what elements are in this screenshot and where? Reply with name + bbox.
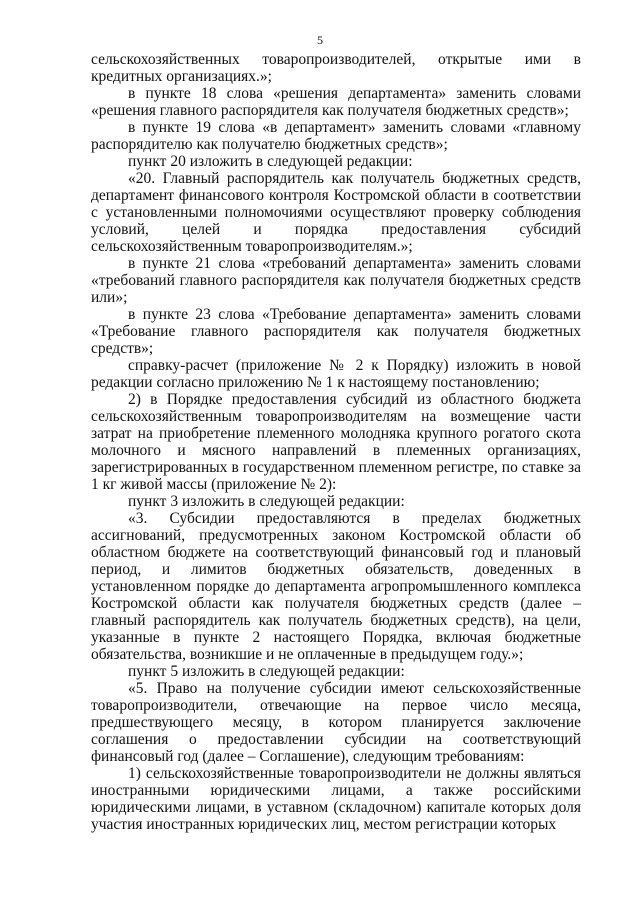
page-number: 5	[317, 33, 323, 47]
document-body	[91, 51, 581, 833]
paragraph: в пункте 21 слова «требований департамента» заменить словами «требований главного распорядителя как получателя бюджетных средств или»;	[91, 255, 581, 306]
paragraph: пункт 20 изложить в следующей редакции:	[128, 153, 413, 170]
paragraph: пункт 5 изложить в следующей редакции:	[128, 663, 405, 680]
paragraph: в пункте 18 слова «решения департамента» заменить словами «решения главного распорядителя как получателя бюджетных средств»;	[91, 85, 581, 119]
paragraph: пункт 3 изложить в следующей редакции:	[128, 493, 405, 510]
paragraph: сельскохозяйственных товаропроизводителей, открытые ими в кредитных организациях.»;	[91, 51, 581, 85]
paragraph: 1) сельскохозяйственные товаропроизводители не должны являться иностранными юридическими лицами, а также российскими юридическими лицами, в уставном (складочном) капитале которых доля участия иностранных юридических лиц, местом регистрации которых	[91, 765, 581, 833]
paragraph: «3. Субсидии предоставляются в пределах бюджетных ассигнований, предусмотренных законом Костромской области об областном бюджете на соответствующий финансовый год и плановый период, и лимитов бюджетных обязательств, доведенных в установленном порядке до департамента агропромышленного комплекса Костромской области как получателя бюджетных средств (далее – главный распорядитель как получатель бюджетных средств), на цели, указанные в пункте 2 настоящего Порядка, включая бюджетные обязательства, возникшие и не оплаченные в предыдущем году.»;	[91, 510, 581, 663]
paragraph: в пункте 19 слова «в департамент» заменить словами «главному распорядителю как получателю бюджетных средств»;	[91, 119, 581, 153]
paragraph: 2) в Порядке предоставления субсидий из областного бюджета сельскохозяйственным товаропроизводителям на возмещение части затрат на приобретение племенного молодняка крупного рогатого скота молочного и мясного направлений в племенных организациях, зарегистрированных в государственном племенном регистре, по ставке за 1 кг живой массы (приложение № 2):	[91, 391, 581, 493]
paragraph: «5. Право на получение субсидии имеют сельскохозяйственные товаропроизводители, отвечающие на первое число месяца, предшествующего месяцу, в котором планируется заключение соглашения о предоставлении субсидии на соответствующий финансовый год (далее – Соглашение), следующим требованиям:	[91, 680, 581, 765]
paragraph: «20. Главный распорядитель как получатель бюджетных средств, департамент финансового контроля Костромской области в соответствии с установленными полномочиями осуществляют проверку соблюдения условий, целей и порядка предоставления субсидий сельскохозяйственным товаропроизводителям.»;	[91, 170, 581, 255]
paragraph: справку-расчет (приложение № 2 к Порядку) изложить в новой редакции согласно приложению № 1 к настоящему постановлению;	[91, 357, 581, 391]
paragraph: в пункте 23 слова «Требование департамента» заменить словами «Требование главного распорядителя как получателя бюджетных средств»;	[91, 306, 581, 357]
